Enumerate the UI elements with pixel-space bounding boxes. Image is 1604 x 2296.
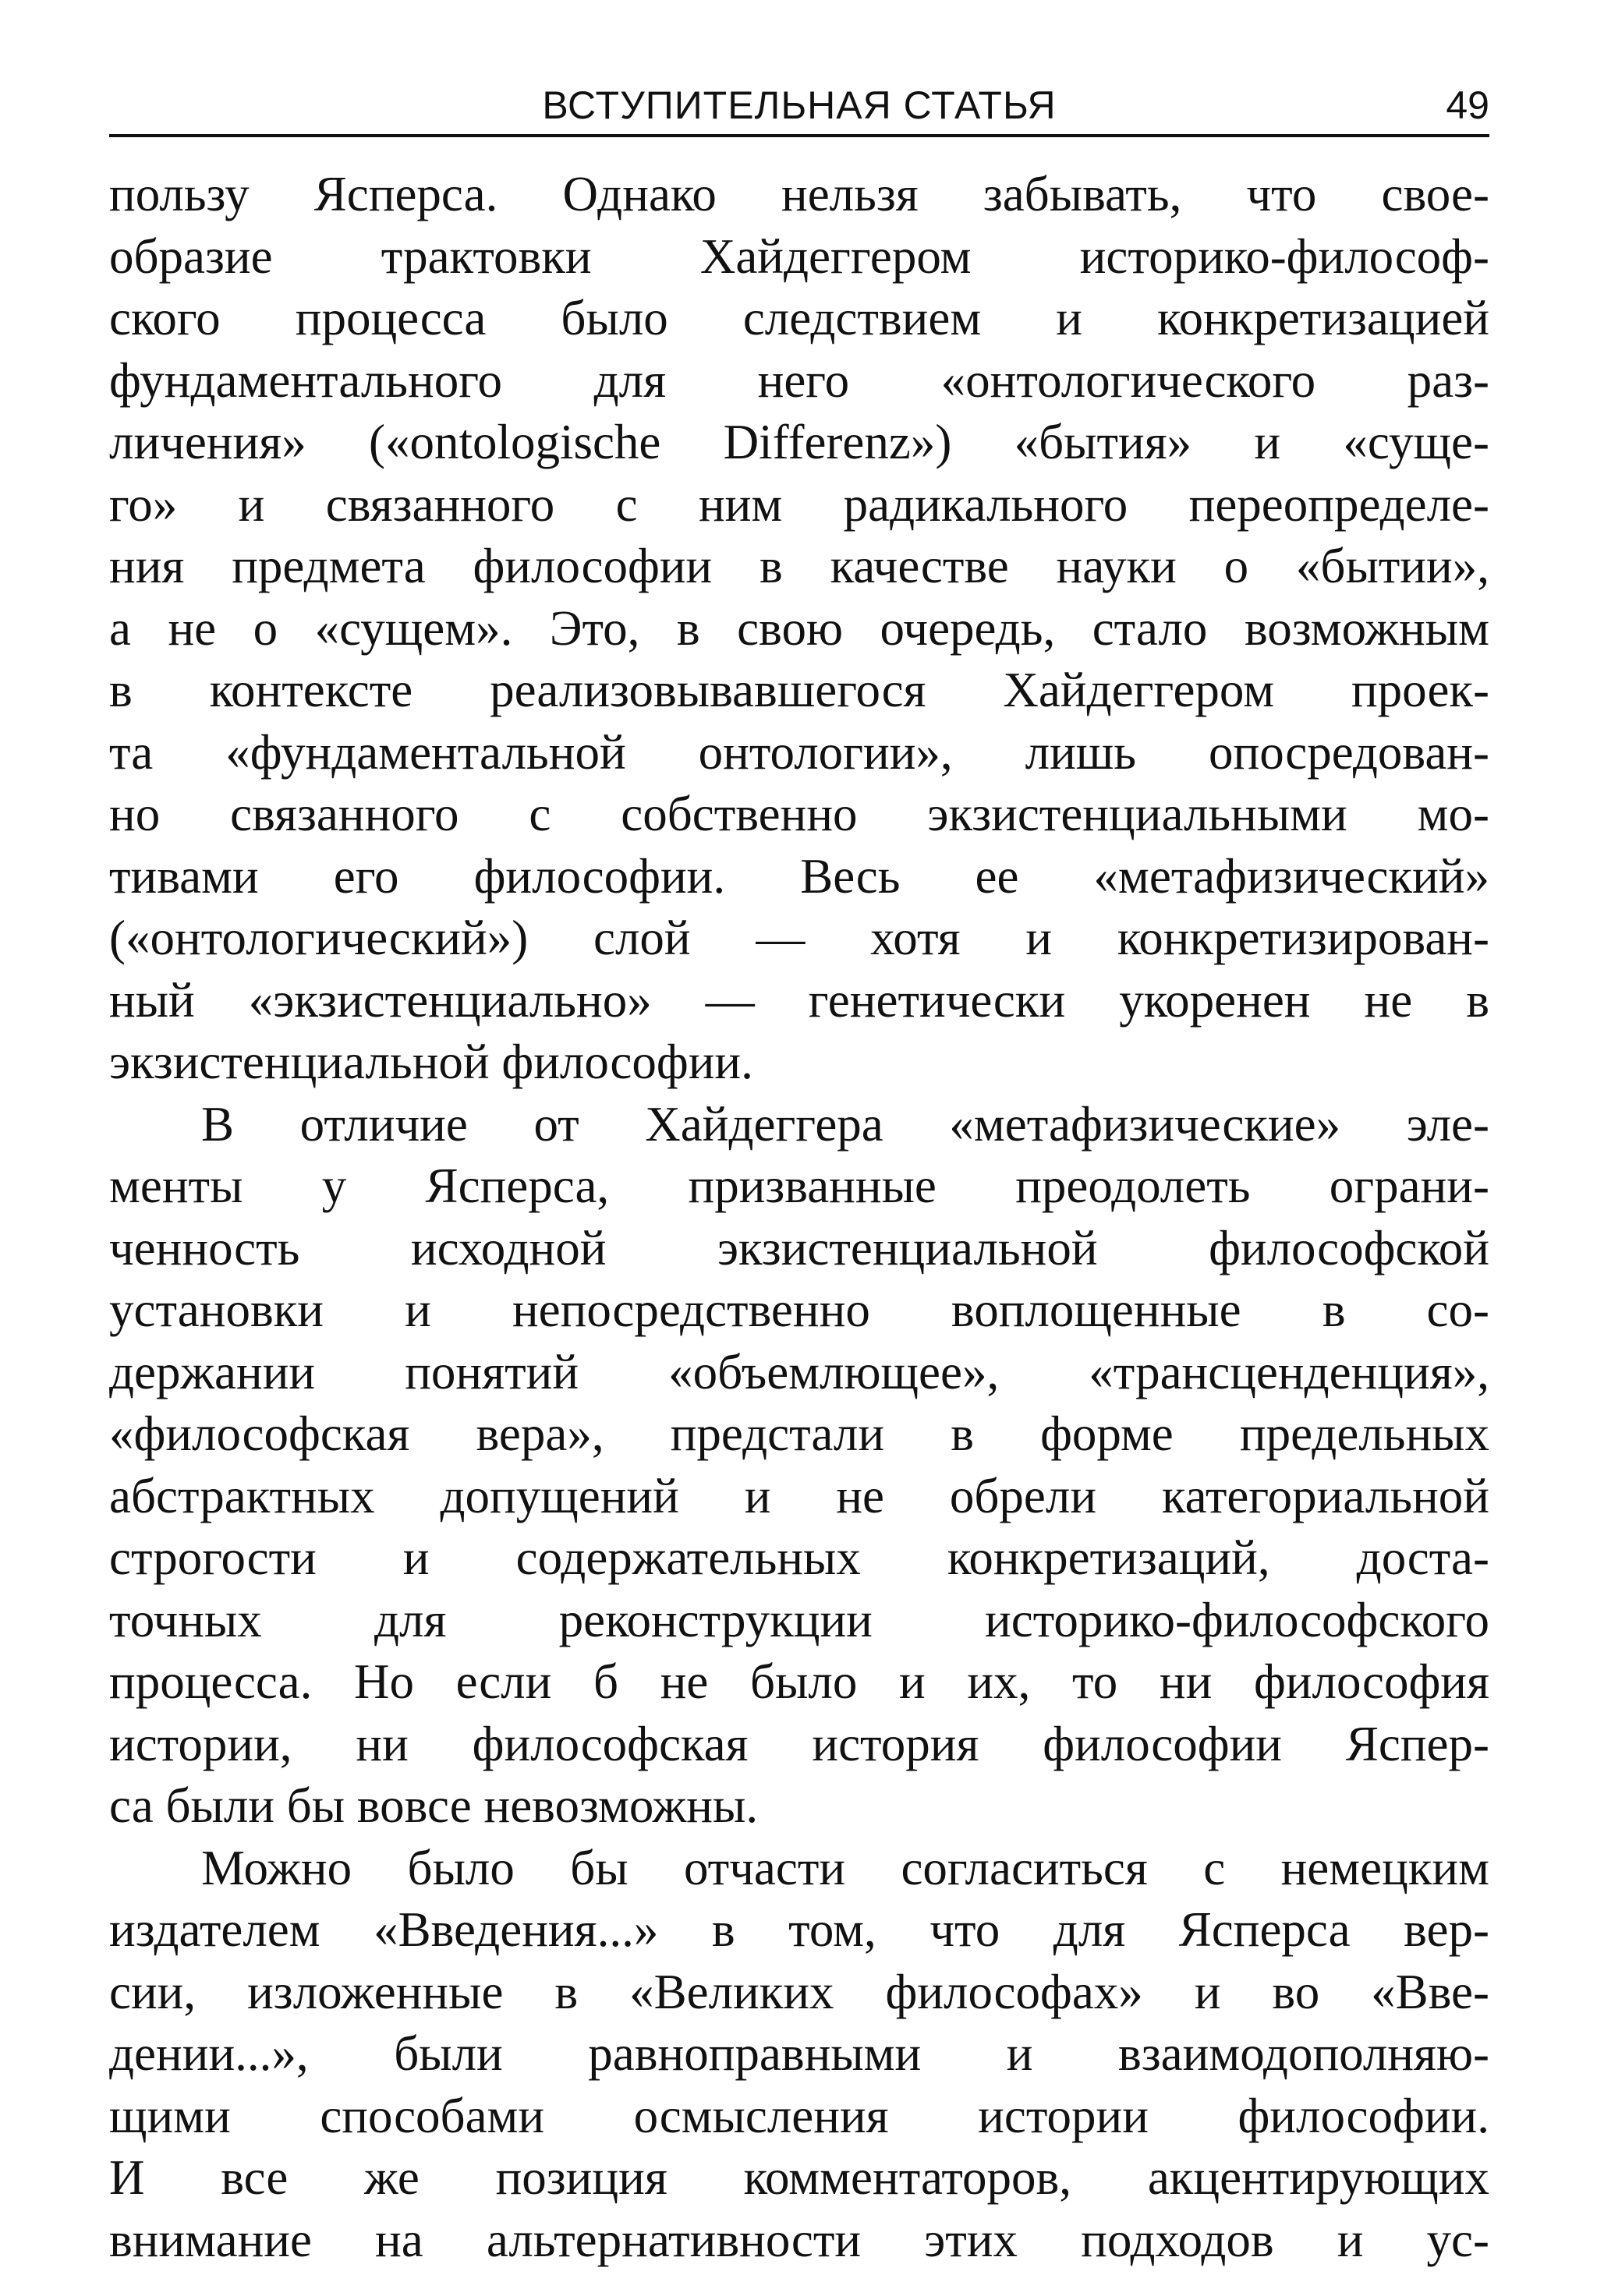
paragraph <box>109 1838 1489 2272</box>
running-title: ВСТУПИТЕЛЬНАЯ СТАТЬЯ <box>542 83 1057 127</box>
text-line: издателем «Введения...» в том, что для Ясперса вер- <box>109 1902 1489 1957</box>
page-number: 49 <box>1446 83 1489 127</box>
text-line: дении...», были равноправными и взаимодополняю- <box>109 2026 1489 2081</box>
paragraph <box>109 164 1489 1094</box>
text-line: но связанного с собственно экзистенциальными мо- <box>109 787 1489 841</box>
text-line: са были бы вовсе невозможны. <box>109 1778 759 1833</box>
text-line: точных для реконструкции историко-философского <box>109 1592 1489 1647</box>
text-line: щими способами осмысления истории философии. <box>109 2088 1489 2143</box>
text-line: В отличие от Хайдеггера «метафизические» эле- <box>201 1096 1489 1152</box>
text-line: образие трактовки Хайдеггером историко-философ- <box>109 228 1489 284</box>
text-line: («онтологический») слой — хотя и конкретизирован- <box>109 911 1489 965</box>
text-line: личения» («ontologische Differenz») «бытия» и «суще- <box>109 415 1489 469</box>
text-line: сии, изложенные в «Великих философах» и во «Вве- <box>109 1964 1489 2019</box>
text-line: ченность исходной экзистенциальной философской <box>109 1220 1489 1275</box>
text-line: установки и непосредственно воплощенные в со- <box>109 1282 1489 1337</box>
paragraph <box>109 1094 1489 1838</box>
text-line: фундаментального для него «онтологического раз- <box>109 352 1489 408</box>
text-line: ный «экзистенциально» — генетически укоренен не в <box>109 972 1489 1028</box>
text-line: экзистенциальной философии. <box>109 1035 753 1089</box>
text-line: пользу Ясперса. Однако нельзя забывать, что свое- <box>109 167 1489 221</box>
text-line: тивами его философии. Весь ее «метафизический» <box>109 848 1489 904</box>
text-line: И все же позиция комментаторов, акцентирующих <box>109 2150 1489 2205</box>
text-line: ского процесса было следствием и конкретизацией <box>109 291 1489 345</box>
text-line: а не о «сущем». Это, в свою очередь, стало возможным <box>109 600 1489 656</box>
text-line: менты у Ясперса, призванные преодолеть ограни- <box>109 1159 1489 1213</box>
text-line: процесса. Но если б не было и их, то ни философия <box>109 1654 1489 1709</box>
text-line: строгости и содержательных конкретизаций, доста- <box>109 1530 1489 1585</box>
text-line: «философская вера», предстали в форме предельных <box>109 1406 1489 1461</box>
text-line: го» и связанного с ним радикального переопределе- <box>109 476 1489 532</box>
text-line: в контексте реализовывавшегося Хайдеггером проек- <box>109 663 1489 717</box>
text-line: внимание на альтернативности этих подходов и ус- <box>109 2212 1489 2267</box>
document-page <box>109 78 1489 2271</box>
text-line: абстрактных допущений и не обрели категориальной <box>109 1468 1489 1523</box>
body-text <box>109 164 1489 2271</box>
text-line: Можно было бы отчасти согласиться с немецким <box>201 1840 1489 1895</box>
text-line: держании понятий «объемлющее», «трансценденция», <box>109 1344 1489 1399</box>
text-line: истории, ни философская история философии Яспер- <box>109 1716 1489 1771</box>
text-line: ния предмета философии в качестве науки о «бытии», <box>109 539 1489 593</box>
running-head <box>109 78 1489 137</box>
text-line: та «фундаментальной онтологии», лишь опосредован- <box>109 724 1489 780</box>
